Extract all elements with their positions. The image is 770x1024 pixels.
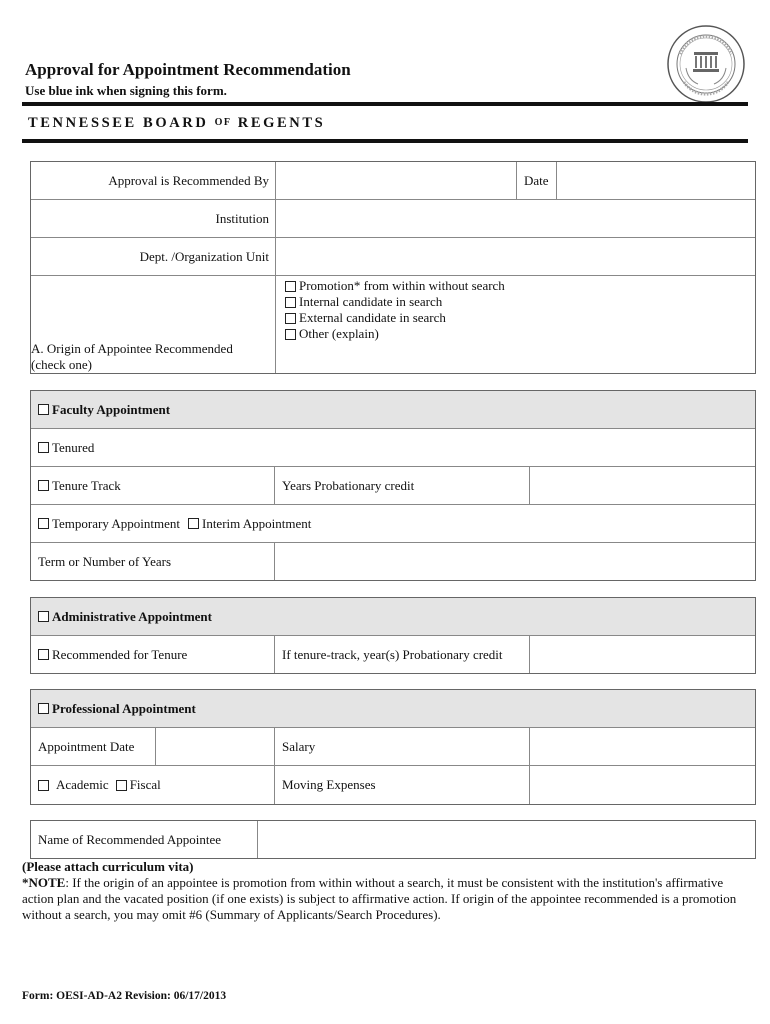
appointee-name-field[interactable] bbox=[257, 821, 755, 858]
form-instruction: Use blue ink when signing this form. bbox=[25, 83, 227, 98]
header-rule bbox=[22, 102, 748, 106]
professional-heading-row bbox=[31, 690, 755, 728]
appointment-date-field[interactable] bbox=[155, 728, 274, 765]
salary-label: Salary bbox=[274, 728, 529, 765]
professional-section bbox=[30, 689, 756, 805]
checkbox-icon[interactable] bbox=[285, 329, 296, 340]
form-revision: Form: OESI-AD-A2 Revision: 06/17/2013 bbox=[22, 990, 227, 1002]
date-label: Date bbox=[516, 162, 556, 199]
professional-appointment-checkbox[interactable]: Professional Appointment bbox=[31, 690, 755, 727]
academic-checkbox[interactable]: Academic bbox=[38, 777, 109, 793]
recommendation-section bbox=[30, 161, 756, 374]
administrative-appointment-checkbox[interactable]: Administrative Appointment bbox=[31, 598, 755, 635]
origin-row bbox=[31, 276, 755, 373]
board-rule bbox=[22, 139, 748, 143]
origin-label-cell bbox=[31, 276, 275, 373]
dept-row bbox=[31, 238, 755, 276]
tenure-track-checkbox[interactable]: Tenure Track bbox=[31, 467, 274, 504]
term-years-label: Term or Number of Years bbox=[38, 553, 172, 569]
tenure-track-row bbox=[31, 467, 755, 505]
salary-field[interactable] bbox=[529, 728, 755, 765]
institution-label: Institution bbox=[215, 210, 269, 226]
administrative-heading-row bbox=[31, 598, 755, 636]
academic-fiscal-options bbox=[31, 766, 274, 804]
appointee-section bbox=[30, 820, 756, 859]
term-row bbox=[31, 543, 755, 580]
fiscal-checkbox[interactable]: Fiscal bbox=[116, 777, 161, 793]
checkbox-icon[interactable] bbox=[38, 518, 49, 529]
recommended-tenure-row bbox=[31, 636, 755, 673]
institution-row bbox=[31, 200, 755, 238]
note-text: : If the origin of an appointee is promotion from within without a search, it must be consistent with the institution's affirmative action plan and the vacated position (if one exists) is subject to affirmative action. If origin of the appointee recommended is a promotion without a search, you may omit #6 (Summary of Applicants/Search Procedures). bbox=[22, 875, 737, 922]
origin-option-internal[interactable]: Internal candidate in search bbox=[285, 294, 442, 310]
board-name: TENNESSEE BOARD OF REGENTS bbox=[28, 115, 326, 131]
checkbox-icon[interactable] bbox=[285, 313, 296, 324]
appointment-date-label: Appointment Date bbox=[38, 738, 135, 754]
notes-block bbox=[22, 859, 742, 923]
recommended-by-label: Approval is Recommended By bbox=[108, 172, 269, 188]
administrative-section bbox=[30, 597, 756, 674]
temporary-appointment-checkbox[interactable]: Temporary Appointment bbox=[38, 516, 180, 532]
appointee-name-label: Name of Recommended Appointee bbox=[38, 831, 222, 847]
checkbox-icon[interactable] bbox=[116, 780, 127, 791]
checkbox-icon[interactable] bbox=[38, 611, 49, 622]
origin-note bbox=[22, 875, 742, 923]
tenured-checkbox[interactable]: Tenured bbox=[31, 429, 755, 466]
origin-sublabel: (check one) bbox=[31, 357, 92, 372]
checkbox-icon[interactable] bbox=[38, 703, 49, 714]
faculty-heading-row bbox=[31, 391, 755, 429]
checkbox-icon[interactable] bbox=[188, 518, 199, 529]
appointment-date-row bbox=[31, 728, 755, 766]
origin-label: A. Origin of Appointee Recommended bbox=[31, 341, 233, 356]
checkbox-icon[interactable] bbox=[38, 404, 49, 415]
checkbox-icon[interactable] bbox=[285, 281, 296, 292]
years-probationary-label: Years Probationary credit bbox=[274, 467, 529, 504]
date-field[interactable] bbox=[556, 162, 755, 199]
academic-fiscal-row bbox=[31, 766, 755, 804]
attach-vita-note: (Please attach curriculum vita) bbox=[22, 859, 194, 874]
university-seal-icon bbox=[666, 24, 746, 104]
dept-field[interactable] bbox=[275, 238, 755, 275]
institution-field[interactable] bbox=[275, 200, 755, 237]
form-title: Approval for Appointment Recommendation bbox=[25, 60, 351, 79]
origin-option-other[interactable]: Other (explain) bbox=[285, 326, 379, 342]
tenured-row bbox=[31, 429, 755, 467]
faculty-appointment-checkbox[interactable]: Faculty Appointment bbox=[31, 391, 755, 428]
note-label: *NOTE bbox=[22, 875, 66, 890]
checkbox-icon[interactable] bbox=[38, 480, 49, 491]
term-years-field[interactable] bbox=[274, 543, 755, 580]
temporary-interim-options bbox=[31, 505, 755, 542]
appointee-row bbox=[31, 821, 755, 858]
years-probationary-field[interactable] bbox=[529, 467, 755, 504]
origin-option-promotion[interactable]: Promotion* from within without search bbox=[285, 278, 505, 294]
origin-options bbox=[275, 276, 755, 373]
moving-expenses-label: Moving Expenses bbox=[274, 766, 529, 804]
tenure-track-credit-label: If tenure-track, year(s) Probationary credit bbox=[274, 636, 529, 673]
faculty-section bbox=[30, 390, 756, 581]
tenure-track-credit-field[interactable] bbox=[529, 636, 755, 673]
recommended-by-field[interactable] bbox=[275, 162, 516, 199]
checkbox-icon[interactable] bbox=[38, 649, 49, 660]
checkbox-icon[interactable] bbox=[285, 297, 296, 308]
recommended-tenure-checkbox[interactable]: Recommended for Tenure bbox=[31, 636, 274, 673]
checkbox-icon[interactable] bbox=[38, 442, 49, 453]
recommended-by-row bbox=[31, 162, 755, 200]
temporary-row bbox=[31, 505, 755, 543]
origin-option-external[interactable]: External candidate in search bbox=[285, 310, 446, 326]
dept-label: Dept. /Organization Unit bbox=[139, 248, 269, 264]
checkbox-icon[interactable] bbox=[38, 780, 49, 791]
moving-expenses-field[interactable] bbox=[529, 766, 755, 804]
interim-appointment-checkbox[interactable]: Interim Appointment bbox=[188, 516, 311, 532]
